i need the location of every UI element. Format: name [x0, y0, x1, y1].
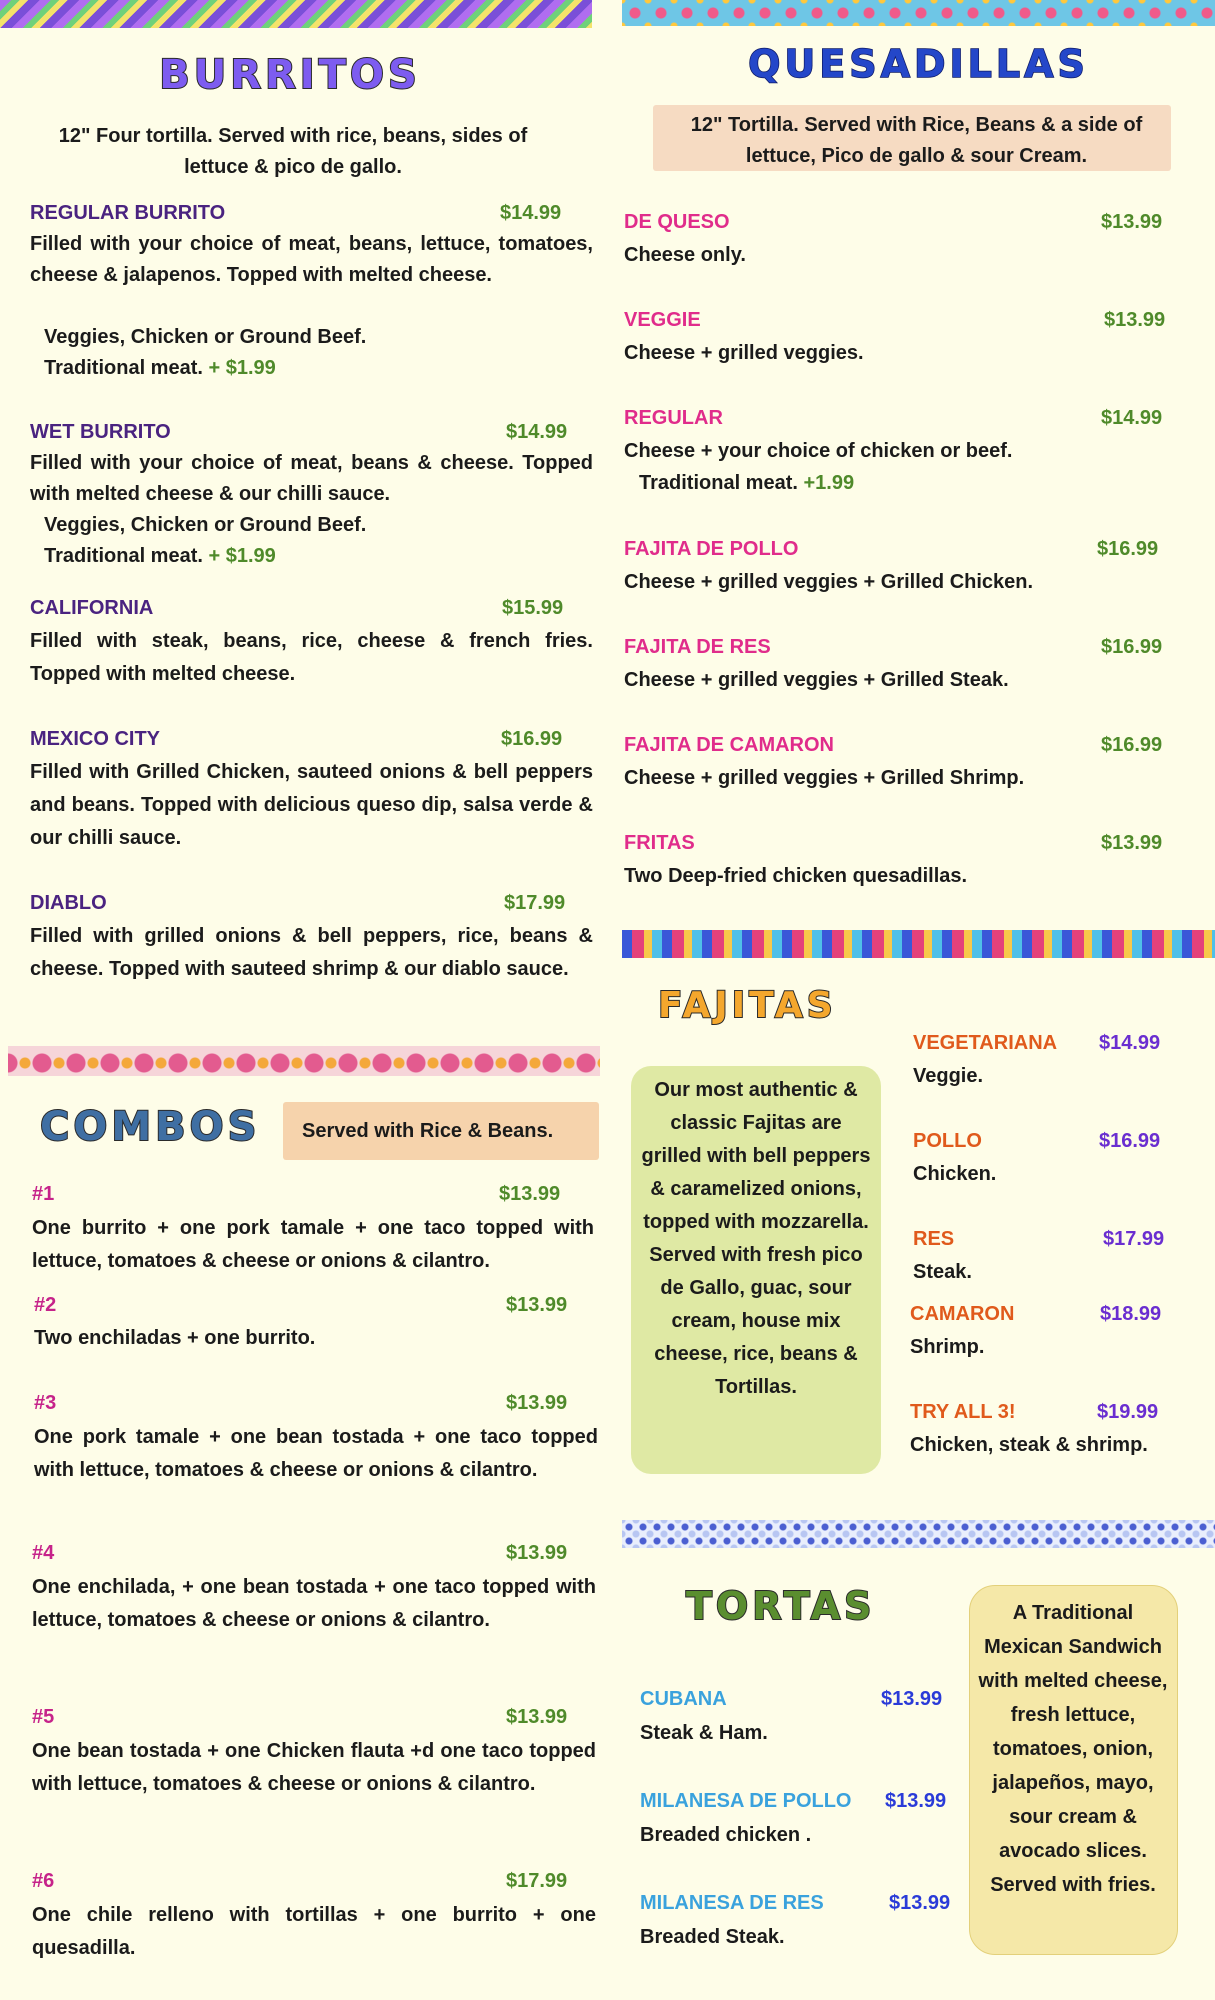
fajita-try-all-desc: Chicken, steak & shrimp.: [910, 1434, 1148, 1456]
quesadilla-veggie-desc: Cheese + grilled veggies.: [624, 342, 864, 364]
combo-5-name: #5: [32, 1706, 55, 1728]
combo-4-desc: One enchilada, + one bean tostada + one taco topped with lettuce, tomatoes & cheese or onions & cilantro.: [32, 1576, 596, 1631]
fajita-vegetariana-name: VEGETARIANA: [913, 1032, 1058, 1054]
fajita-pollo-desc: Chicken.: [913, 1163, 997, 1185]
quesadilla-regular-name: REGULAR: [624, 407, 723, 429]
burrito-mexico-city-desc: Filled with Grilled Chicken, sauteed onions & bell peppers and beans. Topped with delicious queso dip, salsa verde & our chilli sauce.: [30, 761, 593, 849]
burrito-regular-name: REGULAR BURRITO: [30, 202, 226, 224]
burrito-diablo-desc: Filled with grilled onions & bell peppers, rice, beans & cheese. Topped with sauteed shrimp & our diablo sauce.: [30, 925, 593, 980]
quesadilla-fajita-pollo-name: FAJITA DE POLLO: [624, 538, 799, 560]
combo-3-desc: One pork tamale + one bean tostada + one taco topped with lettuce, tomatoes & cheese or onions & cilantro.: [34, 1426, 598, 1481]
burrito-wet-option-2: Traditional meat. + $1.99: [44, 545, 276, 567]
burrito-mexico-city-price: $16.99: [501, 728, 563, 750]
quesadilla-de-queso-name: DE QUESO: [624, 211, 730, 233]
burritos-title: BURRITOS: [159, 52, 421, 98]
quesadilla-regular-price: $14.99: [1101, 407, 1163, 429]
burrito-wet-option-2-price: + $1.99: [208, 545, 276, 567]
burrito-california-name: CALIFORNIA: [30, 597, 154, 619]
combo-6-desc: One chile relleno with tortillas + one burrito + one quesadilla.: [32, 1904, 596, 1959]
quesadilla-regular-option: Traditional meat. +1.99: [639, 472, 855, 494]
torta-cubana-name: CUBANA: [640, 1688, 727, 1710]
combo-1-desc: One burrito + one pork tamale + one taco topped with lettuce, tomatoes & cheese or onions & cilantro.: [32, 1217, 594, 1272]
burrito-california-desc: Filled with steak, beans, rice, cheese & french fries. Topped with melted cheese.: [30, 630, 593, 685]
combo-5-desc: One bean tostada + one Chicken flauta +d one taco topped with lettuce, tomatoes & cheese or onions & cilantro.: [32, 1740, 596, 1795]
fajitas-top-band: [622, 930, 1215, 958]
tortas-top-band: [622, 1520, 1215, 1548]
quesadilla-fajita-res-desc: Cheese + grilled veggies + Grilled Steak.: [624, 669, 1009, 691]
fajita-pollo-price: $16.99: [1099, 1130, 1161, 1152]
burrito-regular-option-1: Veggies, Chicken or Ground Beef.: [44, 326, 367, 348]
combo-4-name: #4: [32, 1542, 55, 1564]
quesadilla-fajita-camaron-desc: Cheese + grilled veggies + Grilled Shrimp.: [624, 767, 1025, 789]
tortas-title: TORTAS: [686, 1584, 876, 1628]
burrito-mexico-city-name: MEXICO CITY: [30, 728, 161, 750]
quesadilla-regular-desc: Cheese + your choice of chicken or beef.: [624, 440, 1013, 462]
burrito-wet-price: $14.99: [506, 421, 568, 443]
torta-milanesa-res-name: MILANESA DE RES: [640, 1892, 824, 1914]
combo-4-price: $13.99: [506, 1542, 568, 1564]
combos-note: Served with Rice & Beans.: [302, 1120, 554, 1142]
quesadilla-fajita-camaron-price: $16.99: [1101, 734, 1163, 756]
fajita-camaron-desc: Shrimp.: [910, 1336, 985, 1358]
fajita-camaron-price: $18.99: [1100, 1303, 1162, 1325]
quesadilla-fajita-res-name: FAJITA DE RES: [624, 636, 771, 658]
burrito-regular-option-2-price: + $1.99: [208, 357, 276, 379]
torta-milanesa-res-price: $13.99: [889, 1892, 951, 1914]
combo-6-price: $17.99: [506, 1870, 568, 1892]
fajita-res-name: RES: [913, 1228, 955, 1250]
burritos-intro: 12" Four tortilla. Served with rice, beans, sides of lettuce & pico de gallo.: [58, 125, 528, 178]
torta-cubana-price: $13.99: [881, 1688, 943, 1710]
quesadilla-fritas-price: $13.99: [1101, 832, 1163, 854]
quesadilla-de-queso-price: $13.99: [1101, 211, 1163, 233]
combo-2-desc: Two enchiladas + one burrito.: [34, 1327, 316, 1349]
quesadilla-fritas-desc: Two Deep-fried chicken quesadillas.: [624, 865, 968, 887]
quesadillas-intro: 12" Tortilla. Served with Rice, Beans & a side of lettuce, Pico de gallo & sour Cream.: [690, 114, 1143, 167]
fajita-pollo-name: POLLO: [913, 1130, 982, 1152]
combo-5-price: $13.99: [506, 1706, 568, 1728]
fajita-camaron-name: CAMARON: [910, 1303, 1015, 1325]
combo-1-price: $13.99: [499, 1183, 561, 1205]
burrito-wet-option-1: Veggies, Chicken or Ground Beef.: [44, 514, 367, 536]
torta-cubana-desc: Steak & Ham.: [640, 1722, 768, 1744]
combo-6-name: #6: [32, 1870, 55, 1892]
combo-3-name: #3: [34, 1392, 57, 1414]
fajita-res-desc: Steak.: [913, 1261, 972, 1283]
fajitas-blurb: Our most authentic & classic Fajitas are grilled with bell peppers & caramelized onions, topped with mozzarella. Served with fresh pico de Gallo, guac, sour cream, house mix cheese, rice, beans & Tortillas.: [641, 1079, 871, 1398]
combo-2-name: #2: [34, 1294, 57, 1316]
quesadilla-fritas-name: FRITAS: [624, 832, 695, 854]
burrito-diablo-name: DIABLO: [30, 892, 107, 914]
combos-title: COMBOS: [40, 1104, 261, 1150]
fajita-res-price: $17.99: [1103, 1228, 1165, 1250]
tortas-blurb: A Traditional Mexican Sandwich with melted cheese, fresh lettuce, tomatoes, onion, jalapeños, mayo, sour cream & avocado slices. Served with fries.: [978, 1602, 1168, 1896]
quesadilla-fajita-pollo-price: $16.99: [1097, 538, 1159, 560]
fajitas-title: FAJITAS: [658, 985, 837, 1026]
burrito-california-price: $15.99: [502, 597, 564, 619]
burrito-regular-option-2: Traditional meat. + $1.99: [44, 357, 276, 379]
torta-milanesa-pollo-desc: Breaded chicken .: [640, 1824, 812, 1846]
burrito-wet-name: WET BURRITO: [30, 421, 171, 443]
fajita-vegetariana-desc: Veggie.: [913, 1065, 984, 1087]
combo-2-price: $13.99: [506, 1294, 568, 1316]
combos-top-band: [8, 1046, 600, 1076]
burrito-diablo-price: $17.99: [504, 892, 566, 914]
torta-milanesa-res-desc: Breaded Steak.: [640, 1926, 785, 1948]
burrito-regular-desc: Filled with your choice of meat, beans, lettuce, tomatoes, cheese & jalapenos. Topped with melted cheese.: [30, 233, 593, 286]
combo-1-name: #1: [32, 1183, 55, 1205]
fajita-try-all-name: TRY ALL 3!: [910, 1401, 1016, 1423]
quesadilla-fajita-res-price: $16.99: [1101, 636, 1163, 658]
burrito-wet-desc: Filled with your choice of meat, beans & cheese. Topped with melted cheese & our chilli sauce.: [30, 452, 593, 505]
fajita-try-all-price: $19.99: [1097, 1401, 1159, 1423]
torta-milanesa-pollo-name: MILANESA DE POLLO: [640, 1790, 852, 1812]
quesadilla-de-queso-desc: Cheese only.: [624, 244, 746, 266]
combo-3-price: $13.99: [506, 1392, 568, 1414]
quesadillas-title: QUESADILLAS: [748, 42, 1089, 86]
burritos-top-band: [0, 0, 592, 28]
quesadilla-fajita-pollo-desc: Cheese + grilled veggies + Grilled Chicken.: [624, 571, 1034, 593]
quesadillas-top-band: [622, 0, 1215, 26]
quesadilla-veggie-price: $13.99: [1104, 309, 1166, 331]
quesadilla-fajita-camaron-name: FAJITA DE CAMARON: [624, 734, 834, 756]
fajita-vegetariana-price: $14.99: [1099, 1032, 1161, 1054]
quesadilla-veggie-name: VEGGIE: [624, 309, 701, 331]
burrito-regular-price: $14.99: [500, 202, 562, 224]
torta-milanesa-pollo-price: $13.99: [885, 1790, 947, 1812]
quesadilla-regular-option-price: +1.99: [803, 472, 855, 494]
